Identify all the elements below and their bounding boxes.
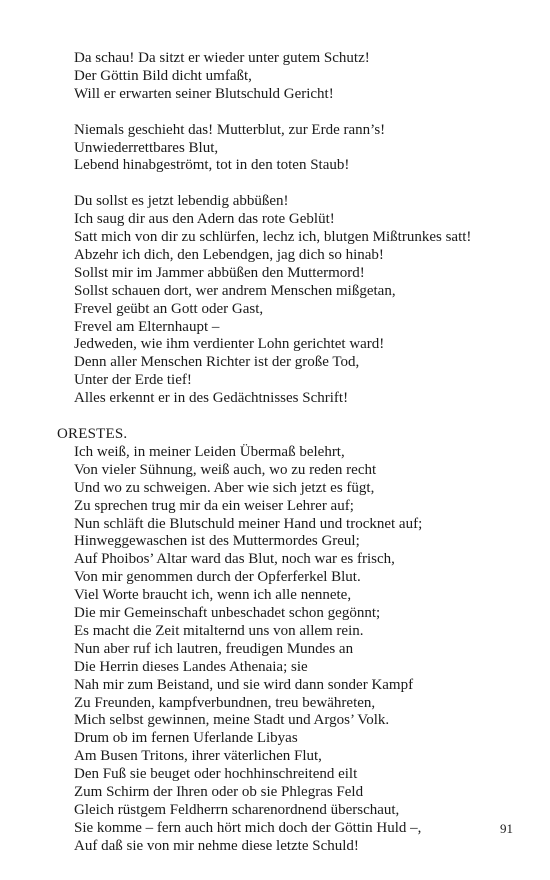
verse-line: Alles erkennt er in des Gedächtnisses Schrift!: [74, 390, 349, 407]
verse-line: Die mir Gemeinschaft unbeschadet schon gegönnt;: [74, 605, 381, 622]
verse-line: Viel Worte braucht ich, wenn ich alle nennete,: [74, 587, 352, 604]
speaker-name: ORESTES.: [57, 425, 128, 442]
poem-text: [57, 50, 527, 856]
stanza-1: [57, 50, 527, 104]
verse-line: Frevel am Elternhaupt –: [74, 318, 220, 335]
verse-line: Unwiederrettbares Blut,: [74, 139, 219, 156]
verse-line: Sollst mir im Jammer abbüßen den Muttermord!: [74, 264, 365, 281]
verse-line: Da schau! Da sitzt er wieder unter gutem Schutz!: [74, 50, 370, 66]
stanza-2: [57, 122, 527, 176]
verse-line: Will er erwarten seiner Blutschuld Gericht!: [74, 85, 334, 102]
verse-line: Lebend hinabgeströmt, tot in den toten Staub!: [74, 157, 350, 174]
verse-line: Gleich rüstgem Feldherrn scharenordnend überschaut,: [74, 802, 400, 819]
verse-line: Den Fuß sie beuget oder hochhinschreitend eilt: [74, 766, 358, 783]
verse-line: Am Busen Tritons, ihrer väterlichen Flut,: [74, 748, 322, 765]
verse-line: Von vieler Sühnung, weiß auch, wo zu reden recht: [74, 461, 377, 478]
verse-line: Niemals geschieht das! Mutterblut, zur Erde rann’s!: [74, 121, 386, 138]
verse-line: Ich saug dir aus den Adern das rote Geblüt!: [74, 211, 335, 228]
page-number: 91: [500, 821, 513, 836]
verse-line: Nun schläft die Blutschuld meiner Hand und trocknet auf;: [74, 515, 423, 532]
verse-line: Denn aller Menschen Richter ist der große Tod,: [74, 354, 360, 371]
verse-line: Nah mir zum Beistand, und sie wird dann sonder Kampf: [74, 676, 414, 693]
verse-line: Frevel geübt an Gott oder Gast,: [74, 300, 264, 317]
verse-line: Hinweggewaschen ist des Muttermordes Greul;: [74, 533, 360, 550]
verse-line: Zu Freunden, kampfverbundnen, treu bewähreten,: [74, 694, 376, 711]
verse-line: Von mir genommen durch der Opferferkel Blut.: [74, 569, 361, 586]
verse-line: Abzehr ich dich, den Lebendgen, jag dich so hinab!: [74, 246, 384, 263]
verse-line: Zum Schirm der Ihren oder ob sie Phlegras Feld: [74, 784, 364, 801]
verse-line: Drum ob im fernen Uferlande Libyas: [74, 730, 298, 747]
orestes-speech: [57, 426, 527, 856]
verse-line: Unter der Erde tief!: [74, 372, 192, 389]
stanza-3: [57, 193, 527, 408]
verse-line: Sollst schauen dort, wer andrem Menschen mißgetan,: [74, 282, 396, 299]
verse-line: Auf Phoibos’ Altar ward das Blut, noch war es frisch,: [74, 551, 395, 568]
verse-line: Auf daß sie von mir nehme diese letzte Schuld!: [74, 837, 359, 854]
verse-line: Jedweden, wie ihm verdienter Lohn gerichtet ward!: [74, 336, 385, 353]
verse-line: Und wo zu schweigen. Aber wie sich jetzt es fügt,: [74, 479, 375, 496]
verse-line: Nun aber ruf ich lautren, freudigen Mundes an: [74, 640, 354, 657]
verse-line: Der Göttin Bild dicht umfaßt,: [74, 67, 252, 84]
verse-line: Du sollst es jetzt lebendig abbüßen!: [74, 193, 289, 210]
verse-line: Mich selbst gewinnen, meine Stadt und Argos’ Volk.: [74, 712, 390, 729]
verse-line: Es macht die Zeit mitalternd uns von allem rein.: [74, 622, 364, 639]
verse-line: Zu sprechen trug mir da ein weiser Lehrer auf;: [74, 497, 354, 514]
verse-line: Die Herrin dieses Landes Athenaia; sie: [74, 658, 308, 675]
verse-line: Sie komme – fern auch hört mich doch der Göttin Huld –,: [74, 819, 422, 836]
verse-line: Ich weiß, in meiner Leiden Übermaß belehrt,: [74, 443, 345, 460]
verse-line: Satt mich von dir zu schlürfen, lechz ich, blutgen Mißtrunkes satt!: [74, 229, 472, 246]
